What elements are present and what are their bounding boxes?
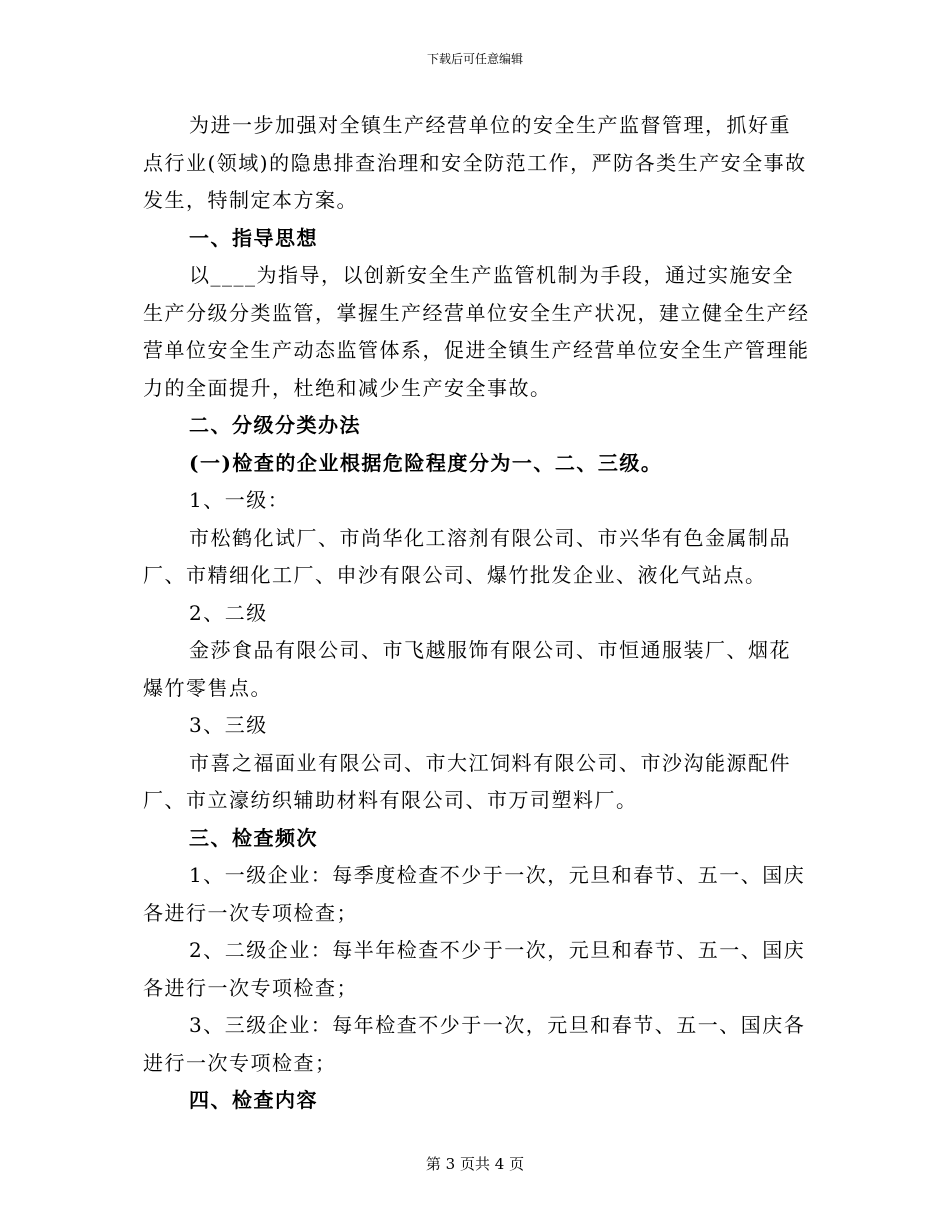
level-1-companies: 市松鹤化试厂、市尚华化工溶剂有限公司、市兴华有色金属制品厂、市精细化工厂、申沙有限公司、爆竹批发企业、液化气站点。 (143, 525, 791, 587)
intro-paragraph: 为进一步加强对全镇生产经营单位的安全生产监督管理，抓好重点行业(领域)的隐患排查治理和安全防范工作，严防各类生产安全事故发生，特制定本方案。 (143, 113, 807, 212)
guiding-ideology-paragraph: 以____为指导，以创新安全生产监管机制为手段，通过实施安全生产分级分类监管，掌握生产经营单位安全生产状况，建立健全生产经营单位安全生产动态监管体系，促进全镇生产经营单位安全生产管理能力的全面提升，杜绝和减少生产安全事故。 (143, 263, 810, 400)
page-header: 下载后可任意编辑 (426, 52, 523, 66)
section-heading-inspection-frequency: 三、检查频次 (189, 825, 318, 850)
level-2-label: 2、二级 (189, 600, 268, 625)
section-heading-inspection-content: 四、检查内容 (189, 1088, 318, 1112)
level-1-label: 1、一级： (189, 488, 290, 512)
level-3-label: 3、三级 (189, 713, 268, 737)
page-footer: 第 3 页共 4 页 (425, 1155, 525, 1173)
level-3-companies: 市喜之福面业有限公司、市大江饲料有限公司、市沙沟能源配件厂、市立濠纺织辅助材料有限公司、市万司塑料厂。 (143, 750, 791, 812)
level-2-companies: 金莎食品有限公司、市飞越服饰有限公司、市恒通服装厂、烟花爆竹零售点。 (143, 638, 791, 700)
frequency-level-2: 2、二级企业：每半年检查不少于一次，元旦和春节、五一、国庆各进行一次专项检查； (143, 938, 806, 1000)
document-body (143, 107, 811, 1120)
frequency-level-1: 1、一级企业：每季度检查不少于一次，元旦和春节、五一、国庆各进行一次专项检查； (143, 863, 806, 925)
section-heading-guiding-ideology: 一、指导思想 (189, 225, 318, 250)
frequency-level-3: 3、三级企业：每年检查不少于一次，元旦和春节、五一、国庆各进行一次专项检查； (143, 1013, 806, 1075)
subsection-heading-risk-levels: (一)检查的企业根据危险程度分为一、二、三级。 (189, 450, 663, 475)
section-heading-classification: 二、分级分类办法 (189, 413, 361, 437)
